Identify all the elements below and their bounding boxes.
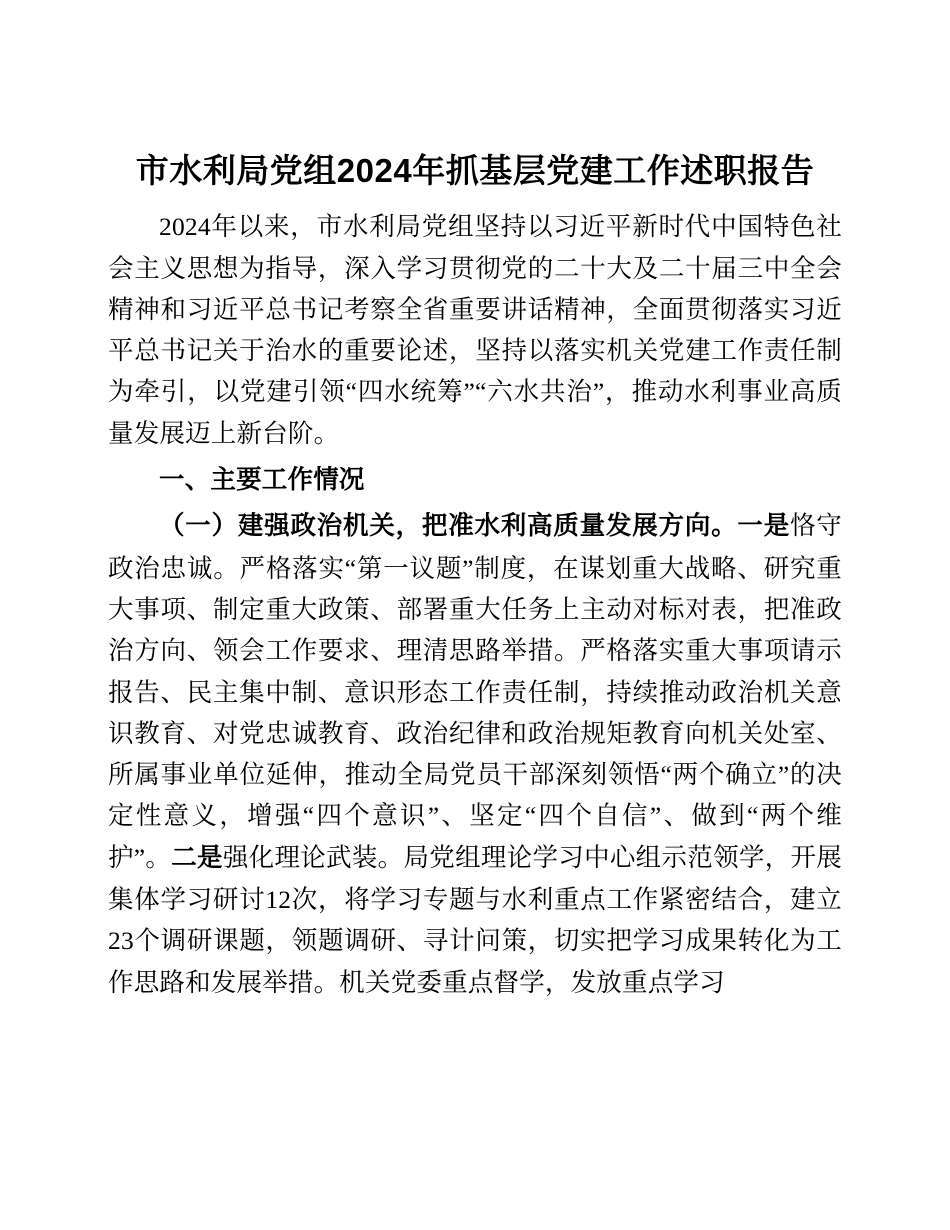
item-one-text-b: 强化理论武装。局党组理论学习中心组示范领学，开展集体学习研讨12次，将学习专题与水利重点工作紧密结合，建立23个调研课题，领题调研、寻计问策，切实把学习成果转化为工作思路和发展举措。机关党委重点督学，发放重点学习 — [108, 842, 842, 997]
page-title: 市水利局党组2024年抓基层党建工作述职报告 — [135, 152, 815, 189]
intro-paragraph: 2024年以来，市水利局党组坚持以习近平新时代中国特色社会主义思想为指导，深入学习贯彻党的二十大及二十届三中全会精神和习近平总书记考察全省重要讲话精神，全面贯彻落实习近平总书记关于治水的重要论述，坚持以落实机关党建工作责任制为牵引，以党建引领“四水统筹”“六水共治”，推动水利事业高质量发展迈上新台阶。 — [108, 212, 842, 448]
item-one-text-a: 恪守政治忠诚。严格落实“第一议题”制度，在谋划重大战略、研究重大事项、制定重大政策、部署重大任务上主动对标对表，把准政治方向、领会工作要求、理清思路举措。严格落实重大事项请示报告、民主集中制、意识形态工作责任制，持续推动政治机关意识教育、对党忠诚教育、政治纪律和政治规矩教育向机关处室、所属事业单位延伸，推动全局党员干部深刻领悟“两个确立”的决定性意义，增强“四个意识”、坚定“四个自信”、做到“两个维护”。 — [108, 511, 842, 872]
item-one-lead-bold: （一）建强政治机关，把准水利高质量发展方向。一是 — [159, 512, 790, 541]
body-paragraph-item-one — [108, 505, 842, 1003]
section-heading-one: 一、主要工作情况 — [159, 466, 365, 495]
item-one-second-bold: 二是 — [171, 843, 223, 872]
